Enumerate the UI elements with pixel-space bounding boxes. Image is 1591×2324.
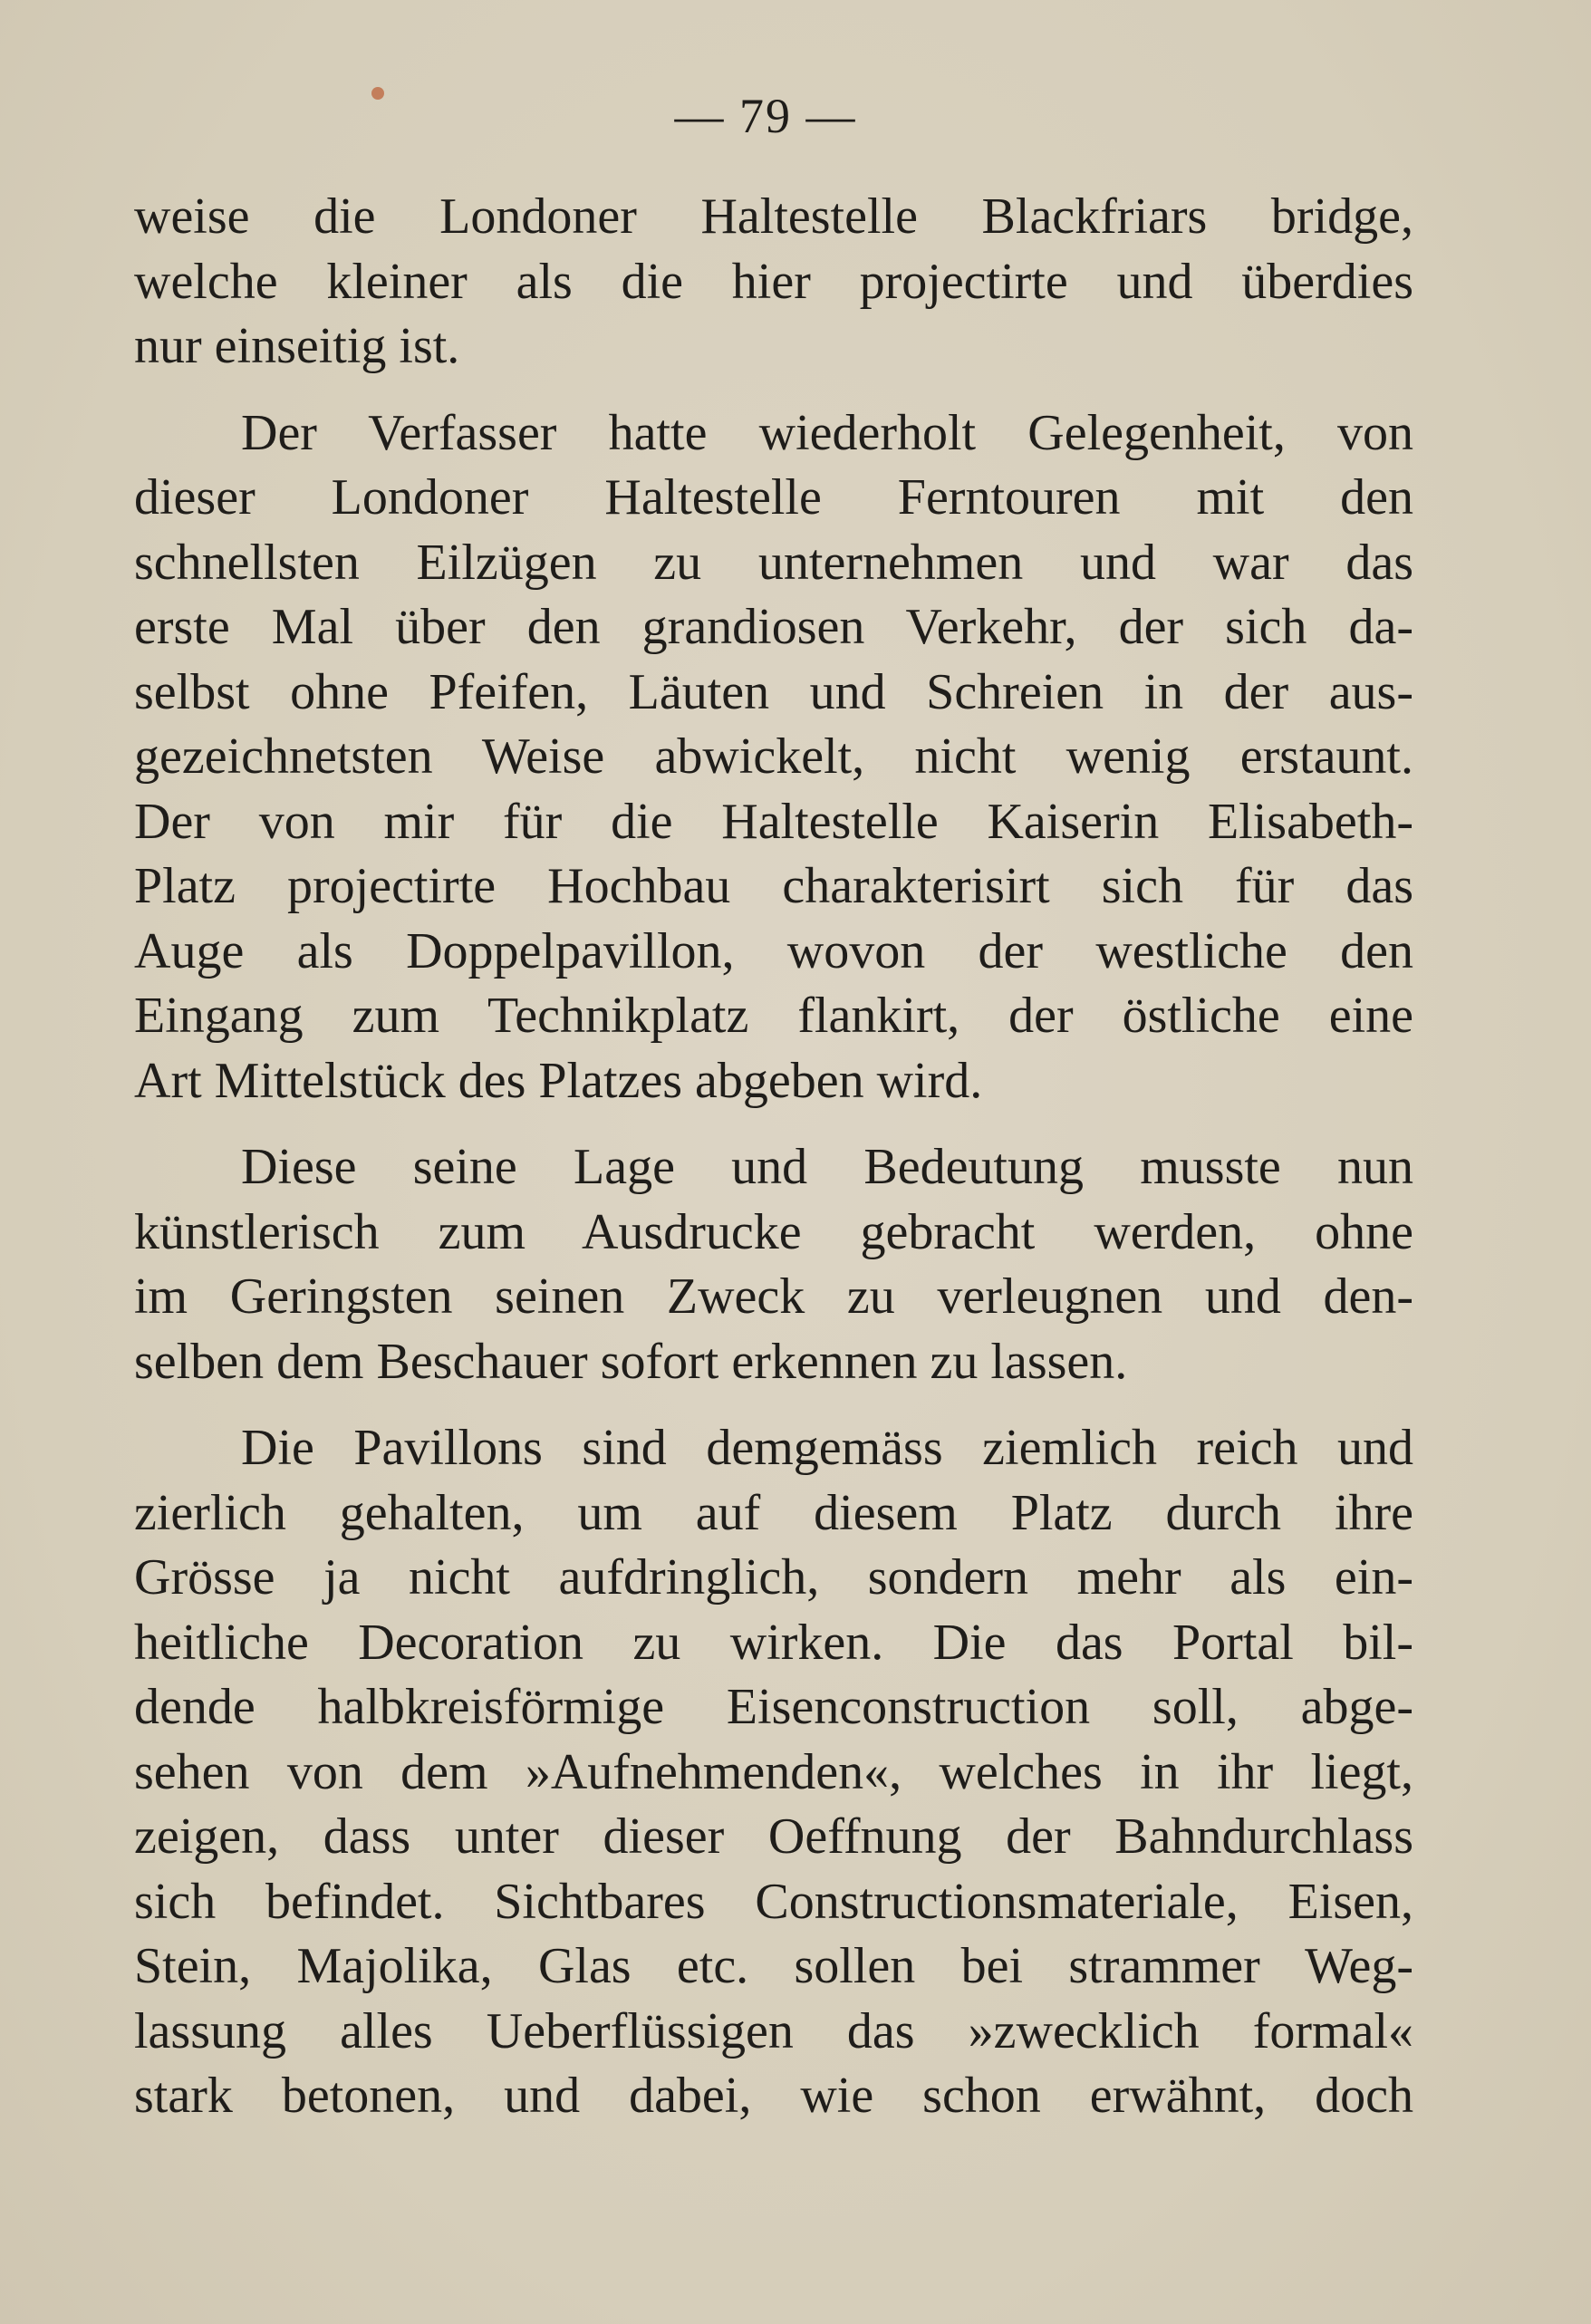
text-line: nur einseitig ist. xyxy=(134,318,460,374)
paragraph xyxy=(134,185,1413,380)
text-line: sich befindet. Sichtbares Constructionsmateriale, Eisen, xyxy=(134,1873,1413,1930)
text-line: zierlich gehalten, um auf diesem Platz durch ihre xyxy=(134,1484,1413,1541)
text-line: Die Pavillons sind demgemäss ziemlich reich und xyxy=(241,1420,1413,1476)
text-line: stark betonen, und dabei, wie schon erwähnt, doch xyxy=(134,2068,1413,2124)
text-line: selbst ohne Pfeifen, Läuten und Schreien in der aus- xyxy=(134,663,1413,720)
text-line: selben dem Beschauer sofort erkennen zu lassen. xyxy=(134,1333,1128,1390)
paragraph xyxy=(134,401,1413,1114)
text-line: Art Mittelstück des Platzes abgeben wird. xyxy=(134,1052,983,1109)
page-number: — 79 — xyxy=(674,89,857,143)
text-line: Eingang zum Technikplatz flankirt, der östliche eine xyxy=(134,988,1413,1044)
text-line: im Geringsten seinen Zweck zu verleugnen und den- xyxy=(134,1268,1413,1325)
text-line: Platz projectirte Hochbau charakterisirt sich für das xyxy=(134,858,1413,914)
text-line: Auge als Doppelpavillon, wovon der westliche den xyxy=(134,922,1413,979)
text-line: zeigen, dass unter dieser Oeffnung der Bahndurchlass xyxy=(134,1808,1413,1865)
text-line: sehen von dem »Aufnehmenden«, welches in ihr liegt, xyxy=(134,1743,1413,1800)
text-line: weise die Londoner Haltestelle Blackfriars bridge, xyxy=(134,188,1413,245)
text-line: Der von mir für die Haltestelle Kaiserin Elisabeth- xyxy=(134,793,1413,850)
text-line: schnellsten Eilzügen zu unternehmen und war das xyxy=(134,534,1413,591)
text-line: künstlerisch zum Ausdrucke gebracht werden, ohne xyxy=(134,1203,1413,1260)
text-line: Stein, Majolika, Glas etc. sollen bei strammer Weg- xyxy=(134,1938,1413,1994)
text-line: Grösse ja nicht aufdringlich, sondern mehr als ein- xyxy=(134,1549,1413,1606)
text-line: erste Mal über den grandiosen Verkehr, der sich da- xyxy=(134,599,1413,655)
text-line: heitliche Decoration zu wirken. Die das Portal bil- xyxy=(134,1614,1413,1671)
text-line: lassung alles Ueberflüssigen das »zwecklich formal« xyxy=(134,2002,1413,2059)
text-line: Der Verfasser hatte wiederholt Gelegenheit, von xyxy=(241,404,1413,461)
text-line: gezeichnetsten Weise abwickelt, nicht wenig erstaunt. xyxy=(134,728,1413,785)
text-line: Diese seine Lage und Bedeutung musste nun xyxy=(241,1139,1413,1195)
body-text xyxy=(134,185,1413,2129)
paragraph xyxy=(134,1416,1413,2129)
paragraph xyxy=(134,1135,1413,1394)
text-line: dieser Londoner Haltestelle Ferntouren mit den xyxy=(134,469,1413,526)
text-line: welche kleiner als die hier projectirte und überdies xyxy=(134,253,1413,310)
text-line: dende halbkreisförmige Eisenconstruction soll, abge- xyxy=(134,1679,1413,1735)
